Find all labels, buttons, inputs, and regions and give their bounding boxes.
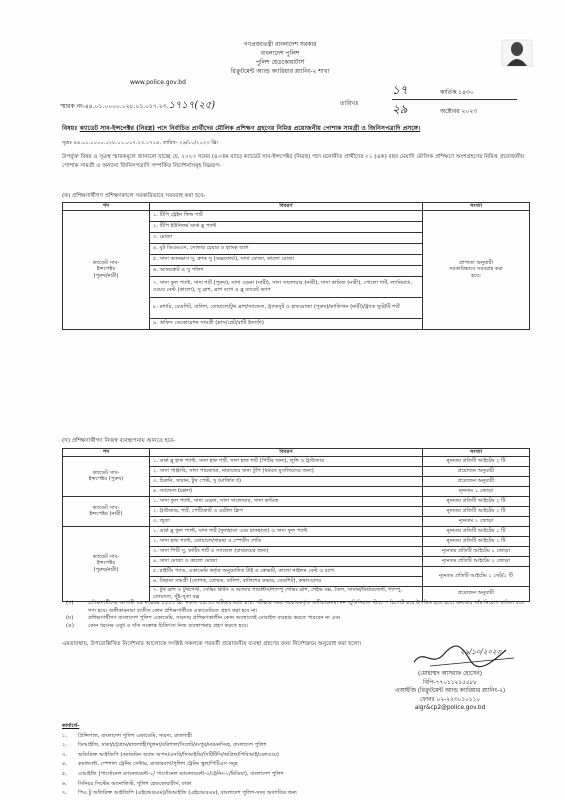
list-number: ২.: [62, 742, 68, 749]
subject-text: ক্যাডেট সাব-ইন্সপেক্টর (নিরস্ত্র) পদে নির্বাচিত প্রার্থীদের মৌলিক প্রশিক্ষণ গ্রহণের নিমিত্ত প্রয়োজনীয় পোশাক সামগ্রী ও জিনিসপত্রাদি প্রসঙ্গে।: [79, 125, 421, 132]
post-cell: [63, 496, 150, 526]
post-cell: [63, 456, 150, 496]
qty-cell: ন্যূনতম ১ জোড়া: [423, 516, 530, 526]
note-text: প্রশিক্ষণার্থীগণ বাংলাদেশ পুলিশ একাডেমি, সারদায় প্রশিক্ষণকালীন কোন অবস্থাতেই মোবাইল ব্যবহার করতে পারবেন না এবং: [88, 615, 341, 622]
list-text: এআইজি (পার্সোনেল ম্যানেজমেন্ট-২/ পার্সোনেল ম্যানেজমেন্ট-৩/ট্রেনিং-১/মিডিয়া), বাংলাদেশ পুলিশ: [78, 770, 284, 777]
distribution-heading: কার্যার্থে-: [62, 723, 80, 729]
col-header-qty: সংখ্যা: [423, 203, 530, 211]
signature-date: ২৯/১০/২০২৩: [460, 648, 502, 656]
header-line: রিক্রুটমেন্ট অ্যান্ড ক্যারিয়ার প্ল্যানিং-২ শাখা: [230, 68, 330, 75]
note-label: (ঘ): [66, 615, 74, 622]
qty-cell: ন্যূনতম প্রতিটি আইটেম ১ টি: [423, 526, 530, 536]
qty-cell: প্রয়োজন অনুযায়ী: [423, 586, 530, 601]
item-cell: ৩. সাদা পিটি সু, কাটিং শার্ট ও স্যান্ডেল (বাথরুমের জন্য): [150, 546, 423, 556]
item-cell: ৭. সাদা ফুল প্যান্ট, সাদা শার্ট (পুরুষ), সাদা ওড়না (নারী), সাদা সালোয়ার (নারী), সাদা কামিজ (নারী), পোলো শার্ট, ল্যানিয়ার্ড, ওয়েব বেল্ট (কালো), সু ব্রাশ, ব্রাশ ব্যাগ ও ব্লু ব্যারেট ক্যাপ: [150, 276, 423, 297]
note-text: কোন ধরনের ওষুধ ও দাঁত সংক্রান্ত চিকিৎসা নিজ ব্যবস্থাপনায় গ্রহণ করতে হবে।: [88, 622, 249, 629]
section-b-heading: (খ) প্রশিক্ষণার্থীগণ নিজস্ব ব্যবস্থাপনায় আনতে হবে-: [62, 438, 176, 444]
note-item: [62, 615, 532, 623]
item-cell: ৪. বুট ডিএমএস, সোফার চেয়ার ও হ্যাংক ব্যাগ: [150, 243, 423, 254]
post-line: ক্যাডেট সাব-: [92, 504, 120, 511]
list-item: [62, 732, 532, 742]
item-cell: ৩. মোজা: [150, 232, 423, 243]
item-cell: ৬. বিছানা সামগ্রী (তোশক, তোষক, বালিশ, বালিশের কভার, বেডশিট), কম্বল-চাদর: [150, 576, 423, 586]
table-header-row: [63, 203, 530, 211]
qty-cell: ন্যূনতম ১ জোড়া: [423, 486, 530, 496]
list-item: [62, 751, 532, 761]
qty-cell: ন্যূনতম প্রতিটি আইটেম ২ টি: [423, 506, 530, 516]
qty-line: সরকারিভাবে সরবরাহ করা: [449, 266, 503, 273]
item-cell: ৯. অফিস ডেকোরেশন সামগ্রী (ম্লাস/প্লেট/বাটি ইত্যাদি): [150, 318, 423, 329]
list-item: [62, 741, 532, 751]
post-line: (পুরুষ/নারী): [93, 272, 119, 279]
qty-cell: ন্যূনতম প্রতিটি আইটেম ১ সেট/১ টি: [423, 566, 530, 586]
list-number: ৭.: [62, 790, 68, 797]
signer-id: বিপি-৭৭০১১২১৫৫৮৮: [423, 679, 477, 686]
post-line: ইন্সপেক্টর: [96, 560, 116, 567]
post-line: ইন্সপেক্টর: [96, 266, 116, 273]
qty-line: প্রাপ্যতা অনুযায়ী: [458, 259, 494, 266]
list-number: ৬.: [62, 780, 68, 787]
col-header-post: পদ: [63, 449, 150, 457]
post-line: ইন্সপেক্টর (নারী): [89, 511, 123, 517]
self-supply-table: [62, 448, 530, 602]
post-cell: [63, 526, 150, 601]
list-text: অতিরিক্ত আইজিপি (অ্যাডমিন অ্যান্ড অপস/এসবি/সিআইডি/সিটিটিসি/অপ্রিল/পিবিআই/রেলওয়ে): [78, 751, 279, 758]
list-number: ৫.: [62, 770, 68, 777]
list-number: ১.: [62, 732, 68, 739]
letterhead: [130, 40, 410, 87]
table-row: [63, 496, 530, 506]
note-item: [62, 623, 532, 631]
reference-line: সূত্রঃ ৪৪.০১.০০০০.০২৮.০১.০১৭.২৩.১৭১৪, তারিখ- ২৬/১০/২০২৩ খ্রি।: [62, 140, 219, 146]
item-cell: ৭. টুথ ব্রাশ ও টুথপেস্ট, সেভিং কিটস ও আন্ডার গার্মেন্টস/শ্যাম্পু শেভিং ব্রাশ, শেইভ বক্স, তৈল, সাবান/ডিটারজেন্ট, শ্যাম্পু, তোয়ালে, সুঁই-সুতা বক্স: [150, 586, 423, 601]
post-cell: [63, 210, 150, 329]
note-item: [62, 600, 532, 615]
header-line: পুলিশ হেডকোয়ার্টার্স: [255, 59, 305, 66]
item-cell: ২. ট্রাউজার, শার্ট, পেটিকোট ও মেটাল ক্লিপ: [150, 506, 423, 516]
date-label: তারিখঃ: [340, 100, 359, 107]
memo-handwritten-number: ১৭১৭(২৫): [168, 100, 216, 111]
post-line: ক্যাডেট সাব-: [92, 553, 120, 560]
item-cell: ১. ডার্ক ব্লু ফুল প্যান্ট, সাদা শার্ট (ফুলহাতা এবং হাফহাতা) ও সাদা ফুল প্যান্ট: [150, 526, 423, 536]
post-line: (পুরুষ/নারী): [93, 566, 119, 573]
list-text: সিনিয়র সিস্টেম অ্যানালিস্ট, পুলিশ হেডকোয়ার্টার্স, ঢাকা: [78, 780, 192, 787]
date-bn-month: কার্তিক ১৪৩০: [440, 89, 474, 96]
list-item: [62, 789, 532, 799]
item-cell: ৫. সাদা ক্যানভাস সু, ক্রাক সু (অক্সফোর্ড), সাদা মোজা, কালো মোজা: [150, 254, 423, 265]
memo-prefix: স্মারক নং-৪৪.০১.০০০০.০২৮.০১.০১৭.২৩.: [60, 103, 169, 110]
item-cell: ৫. রাইটিং প্যাড, একাডেমি কর্তৃক অনুমোদিত টাই ও ক্রেভাট, কালো নাইলন বেল্ট ও ব্যাগ: [150, 566, 423, 576]
intro-paragraph: উপর্যুক্ত বিষয় ও সূত্রস্থ স্মারকমূলে জানানো যাচ্ছে যে, ২০২৩ সনের (৪০তম ব্যাচ) ক্যাডেট সাব-ইন্সপেক্টর (নিরস্ত্র) পদে মনোনীত প্রার্থীদের ০১ (এক) বছর মেয়াদি মৌলিক প্রশিক্ষণে অংশগ্রহণের নিমিত্ত প্রয়োজনীয় পোশাক সামগ্রী ও অন্যান্য জিনিসপত্রাদি সম্পর্কিত নির্দেশনাসমূহ নিম্নরূপ-: [62, 154, 525, 169]
note-label: (গ): [66, 600, 74, 606]
post-line: ক্যাডেট সাব-: [92, 469, 120, 476]
signer-name: (মোহাম্মদ আসরাফ হোসেন): [418, 671, 482, 677]
item-cell: ১. সাদা ফুল প্যান্ট, সাদা ওড়না, সাদা সালোয়ার, সাদা কামিজ: [150, 496, 423, 506]
qty-cell: ন্যূনতম প্রতিটি আইটেম ২ টি: [423, 456, 530, 466]
qty-cell: ন্যূনতম প্রতিটি আইটেম ২ জোড়া: [423, 556, 530, 566]
qty-cell: [423, 210, 530, 329]
date-bn-day: ১৭: [392, 83, 408, 97]
govt-supply-table: [62, 202, 530, 330]
section-a-heading: (ক) প্রশিক্ষণার্থীগণ প্রশিক্ষণকালে সরকারিভাবে সরবরাহ করা হবে-: [62, 193, 206, 199]
item-cell: ৮. মশারি, বেডশিট, বালিশ, তোয়ালে/টুথ ব্রাশ/স্যান্ডেল, ট্র্যাকসুট ও হাতমোজা (পুরুষ)/কার্ডিগান (নারী)/ট্র্যাক স্যুট/টি শার্ট: [150, 297, 423, 318]
date-block: [392, 82, 532, 117]
header-line: বাংলাদেশ পুলিশ: [260, 50, 300, 57]
signature-block: [360, 650, 540, 713]
item-cell: ৩. চিরুনি, সাবান, টুথ পেস্ট, সু (মার্জিত ধ): [150, 476, 423, 486]
item-cell: ৪. সাদা মোজা ও কালো মোজা: [150, 556, 423, 566]
distribution-list: [62, 722, 532, 799]
note-label: (ঙ): [66, 622, 74, 629]
qty-cell: প্রয়োজন অনুযায়ী: [423, 466, 530, 476]
item-cell: ১. ডার্ক ব্লু হাফ প্যান্ট, সাদা হাফ শার্ট, সাদা হাফ শার্ট (পিটির জন্য), লুঙ্গি ও ট্রাউজার: [150, 456, 423, 466]
list-text: ডিআইজি, ঢাকা/চট্টগ্রাম/রাজশাহী/খুলনা/বরিশাল/সিলেট/রংপুর/ময়মনসিংহ, বাংলাদেশ পুলিশ: [78, 742, 267, 749]
list-text: প্রিন্সিপাল, বাংলাদেশ পুলিশ একাডেমি, সারদা, রাজশাহী: [78, 732, 192, 739]
table-row: [63, 456, 530, 466]
item-cell: ৪. স্যান্ডেল (চপ্পল): [150, 486, 423, 496]
portrait-logo-icon: [500, 38, 534, 68]
post-line: ইন্সপেক্টর (পুরুষ): [88, 476, 124, 482]
note-text: প্রশিক্ষণার্থীদের আগামী ০৪ নভেম্বর ২০২৩ খ্রি. সকাল ০৯.৩০ ঘটিকার মধ্যে স্বাস্থ্য পরীক্ষার সময় সরকারকর্তৃক অঙ্গীকারনামা নন জুডিসিয়াল স্ট্যাম্পে রিপোর্ট করে উপস্থিত হতে হবে। অন্যথায় তাঁর নিয়োগ বাতিল বলে গণ্য হবে। অঙ্গীকারনামা ব্যতীত কোন প্রশিক্ষণার্থীকে একাডেমিতে গ্রহণ করা হবে না।: [88, 600, 525, 614]
col-header-qty: সংখ্যা: [423, 449, 530, 457]
closing-paragraph: এমতাবস্থায়, উপরোল্লিখিত নির্দেশনার আলোকে সংশ্লিষ্ট সকলকে পরবর্তী প্রয়োজনীয় ব্যবস্থা গ্রহণের জন্য নির্দেশক্রমে অনুরোধ করা হলো।: [62, 641, 362, 647]
subject-line: [62, 124, 532, 133]
signer-phone: ফোনঃ ০২-২২৩০১০১১০: [419, 696, 481, 703]
list-number: ৪.: [62, 761, 68, 768]
item-cell: ১. টিপি ট্রেইন ফিল্ড শার্ট: [150, 210, 423, 221]
col-header-post: পদ: [63, 203, 150, 211]
date-en-month: অক্টোবর ২০২৩: [440, 108, 478, 115]
col-header-desc: বিবরণ: [150, 449, 423, 457]
signer-designation: এআইজি (রিক্রুটমেন্ট অ্যান্ড ক্যারিয়ার প্ল্যানিং-২): [394, 688, 506, 694]
item-cell: ৬. অ্যানক্রেট ও সু পলিশ: [150, 265, 423, 276]
date-en-day: ২৯: [392, 102, 408, 116]
item-cell: ২. সাদা হাফ প্যান্ট, তোয়ালে/গামছা ও স্পোর্টস শেডি: [150, 536, 423, 546]
memo-number: [60, 98, 215, 115]
website-link[interactable]: www.police.gov.bd: [130, 79, 186, 86]
table-header-row: [63, 449, 530, 457]
table-row: [63, 210, 530, 221]
list-item: [62, 780, 532, 790]
list-text: কমান্ড্যান্ট, স্পেশাল ট্রেনিং সেন্টার, রাজারবাগ/পুলিশ ট্রেনিং স্কুল/পিটিএস সমূহ: [78, 761, 238, 768]
header-line: গণপ্রজাতন্ত্রী বাংলাদেশ সরকার: [243, 41, 317, 48]
qty-cell: প্রয়োজন অনুযায়ী: [423, 476, 530, 486]
notes-list: [62, 600, 532, 630]
table-row: [63, 526, 530, 536]
qty-cell: ন্যূনতম প্রতিটি আইটেম ২ টি: [423, 496, 530, 506]
col-header-desc: বিবরণ: [150, 203, 423, 211]
signer-email[interactable]: aigr&cp2@police.gov.bd: [414, 705, 486, 711]
list-item: [62, 760, 532, 770]
list-number: ৩.: [62, 751, 68, 758]
qty-cell: ন্যূনতম প্রতিটি আইটেম ১ টি: [423, 536, 530, 546]
list-item: [62, 770, 532, 780]
item-cell: ৩. জুতা: [150, 516, 423, 526]
list-text: পিএ টু অতিরিক্ত আইজিপি (এইচআরএম)/ডিআইজি (এইচআরএম), বাংলাদেশ পুলিশ-সদয় অবগতির জন্য: [78, 790, 297, 797]
item-cell: ২. সাদা পাঞ্জাবি, সাদা পায়জামা, নামাজের জন্য টুপি (ধর্মমত মুসলিমদের জন্য): [150, 466, 423, 476]
subject-label: বিষয়ঃ: [62, 125, 78, 132]
qty-cell: ন্যূনতম প্রতিটি আইটেম ১ জোড়া: [423, 546, 530, 556]
item-cell: ২. টিপি ইউনিফর্ম ডার্ক ব্লু প্যান্ট: [150, 221, 423, 232]
qty-line: হবে।: [471, 272, 481, 279]
post-line: ক্যাডেট সাব-: [92, 259, 120, 266]
